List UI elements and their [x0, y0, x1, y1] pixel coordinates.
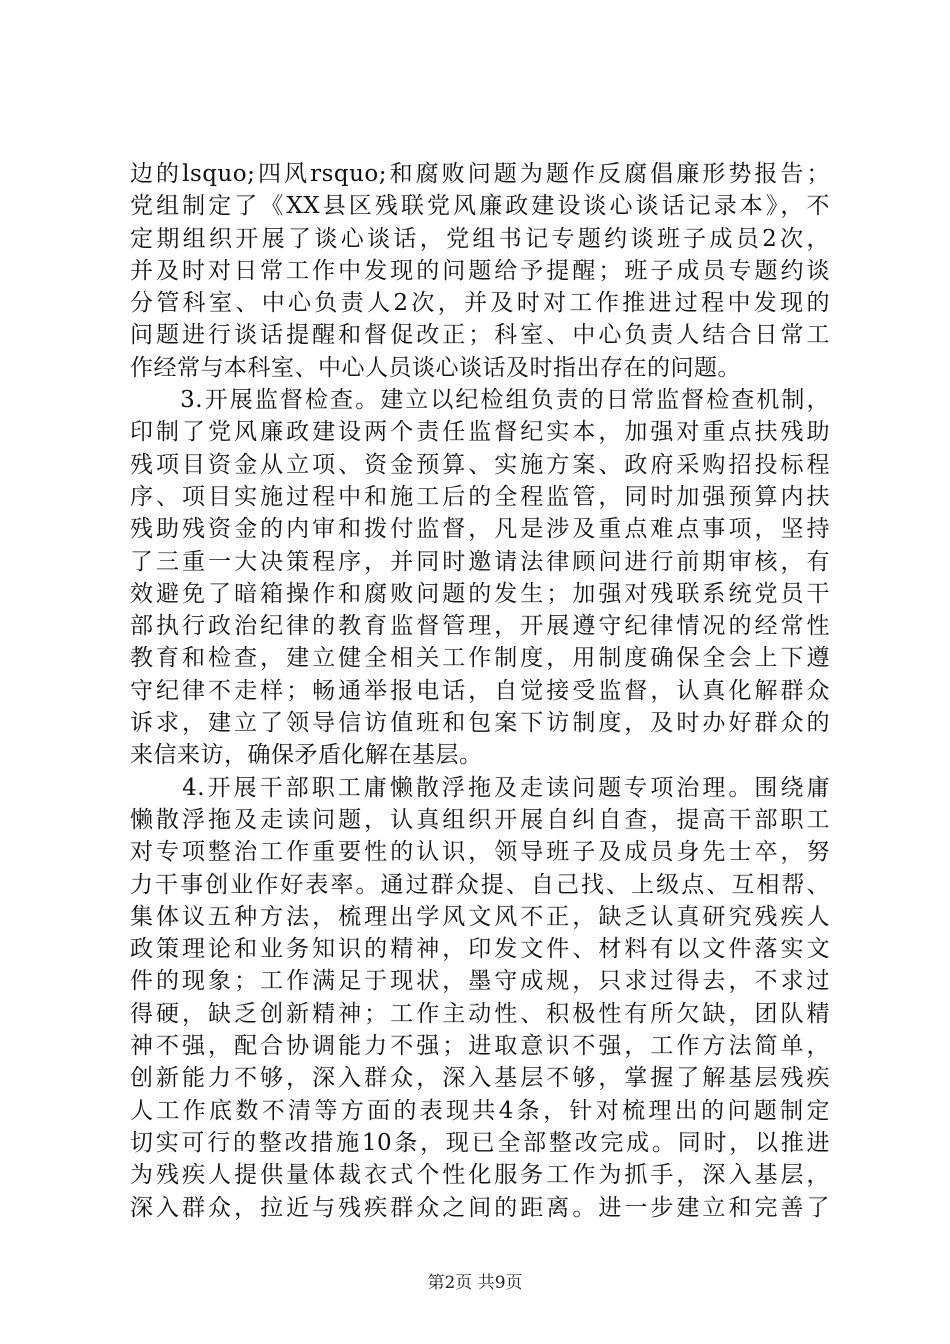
text-line: 守纪律不走样；畅通举报电话，自觉接受监督，认真化解群众 [130, 677, 830, 704]
text-line: 得硬，缺乏创新精神；工作主动性、积极性有所欠缺，团队精 [130, 1000, 830, 1027]
text-line: 集体议五种方法，梳理出学风文风不正，缺乏认真研究残疾人 [130, 903, 830, 930]
text-line: 诉求，建立了领导信访值班和包案下访制度，及时办好群众的 [130, 710, 830, 737]
text-line: 对专项整治工作重要性的认识，领导班子及成员身先士卒，努 [130, 839, 830, 866]
text-line: 党组制定了《XX县区残联党风廉政建设谈心谈话记录本》，不 [130, 193, 830, 220]
text-line: 残项目资金从立项、资金预算、实施方案、政府采购招投标程 [130, 451, 830, 478]
text-line: 件的现象；工作满足于现状，墨守成规，只求过得去，不求过 [130, 968, 830, 995]
text-line: 懒散浮拖及走读问题，认真组织开展自纠自查，提高干部职工 [130, 806, 830, 833]
text-line: 定期组织开展了谈心谈话，党组书记专题约谈班子成员2次， [130, 225, 830, 252]
document-body [130, 158, 830, 1224]
text-line: 印制了党风廉政建设两个责任监督纪实本，加强对重点扶残助 [130, 419, 830, 446]
text-line: 边的lsquo;四风rsquo;和腐败问题为题作反腐倡廉形势报告； [130, 161, 830, 187]
text-line: 了三重一大决策程序，并同时邀请法律顾问进行前期审核，有 [130, 548, 830, 575]
text-line: 并及时对日常工作中发现的问题给予提醒；班子成员专题约谈 [130, 257, 830, 284]
text-line: 问题进行谈话提醒和督促改正；科室、中心负责人结合日常工 [130, 322, 830, 349]
text-line: 来信来访，确保矛盾化解在基层。 [130, 742, 483, 769]
text-line: 力干事创业作好表率。通过群众提、自己找、上级点、互相帮、 [130, 871, 830, 898]
text-line: 神不强，配合协调能力不强；进取意识不强，工作方法简单， [130, 1033, 830, 1060]
text-line: 4.开展干部职工庸懒散浮拖及走读问题专项治理。围绕庸 [130, 774, 830, 801]
text-line: 分管科室、中心负责人2次，并及时对工作推进过程中发现的 [130, 290, 830, 317]
text-line: 为残疾人提供量体裁衣式个性化服务工作为抓手，深入基层， [130, 1162, 830, 1189]
text-line: 效避免了暗箱操作和腐败问题的发生；加强对残联系统党员干 [130, 580, 830, 607]
text-line: 序、项目实施过程中和施工后的全程监管，同时加强预算内扶 [130, 483, 830, 510]
text-line: 3.开展监督检查。建立以纪检组负责的日常监督检查机制， [130, 387, 830, 414]
text-line: 切实可行的整改措施10条，现已全部整改完成。同时，以推进 [130, 1129, 830, 1156]
text-line: 教育和检查，建立健全相关工作制度，用制度确保全会上下遵 [130, 645, 830, 672]
text-line: 深入群众，拉近与残疾群众之间的距离。进一步建立和完善了 [130, 1194, 830, 1221]
text-line: 残助残资金的内审和拨付监督，凡是涉及重点难点事项，坚持 [130, 516, 830, 543]
text-line: 创新能力不够，深入群众，深入基层不够，掌握了解基层残疾 [130, 1065, 830, 1092]
text-line: 政策理论和业务知识的精神，印发文件、材料有以文件落实文 [130, 936, 830, 963]
text-line: 作经常与本科室、中心人员谈心谈话及时指出存在的问题。 [130, 354, 741, 381]
text-line: 部执行政治纪律的教育监督管理，开展遵守纪律情况的经常性 [130, 613, 830, 640]
page-number-footer: 第2页 共9页 [427, 1273, 523, 1293]
text-line: 人工作底数不清等方面的表现共4条，针对梳理出的问题制定 [130, 1097, 830, 1124]
